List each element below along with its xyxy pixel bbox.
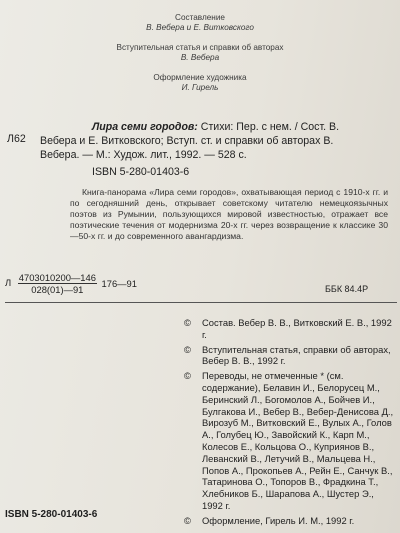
price-numerator: 4703010200—146 <box>18 272 96 283</box>
annotation-paragraph: Книга-панорама «Лира семи городов», охватывающая период с 1910-х гг. и по сегодняшний день, открывает советскому читателю немецкоязычных поэтов из Румынии, пользующихся мировой известностью, отражает все поэтические течения от модернизма 20-х гг. через возвращение к классике 30—50-х гг. и до современного авангардизма. <box>70 187 388 241</box>
credit-compilers <box>0 13 400 33</box>
isbn-record: ISBN 5-280-01403-6 <box>92 166 190 178</box>
credit-role: Составление <box>175 13 225 22</box>
price-denominator: 028(01)—91 <box>31 284 84 295</box>
copyright-text: Переводы, не отмеченные * (см. содержание), Белавин И., Белорусец М., Беринский Л., Богомолов А., Бойчев И., Булгакова И., Вебер В., Вебер-Денисова Д., Вирозуб М., Витковский Е., Вулых А., Голов А., Голубец Ю., Завойский К., Карп М., Колесов Е., Кольцова О., Куприянов В., Леванский В., Летучий В., Мальцева Н., Попов А., Прокопьев А., Рейн Е., Санчук В., Татаринова О., Топоров В., Фрадкина Т., Хлебников Б., Шарапова А., Шустер Э., 1992 г. <box>202 370 394 511</box>
book-title: Лира семи городов: <box>92 121 198 133</box>
copyright-text: Оформление, Гирель И. М., 1992 г. <box>202 514 355 526</box>
copyright-text: Вступительная статья, справки об авторах, Вебер В. В., 1992 г. <box>202 343 391 367</box>
price-fraction <box>18 272 97 295</box>
credit-introduction <box>0 43 400 63</box>
credit-design <box>0 73 400 93</box>
copyright-item <box>184 515 394 527</box>
copyright-item <box>184 344 394 368</box>
record-body: Стихи: Пер. с нем. / Сост. В. Вебера и Е. Витковского; Вступ. ст. и справки об авторах В. Вебера. — М.: Худож. лит., 1992. — 528 с. <box>40 121 340 161</box>
price-suffix: 176—91 <box>101 278 137 289</box>
copyright-item <box>184 317 394 341</box>
price-code <box>5 272 137 295</box>
copyright-icon: © <box>184 317 191 328</box>
credit-name: И. Гирель <box>181 83 219 92</box>
copyright-list <box>184 317 394 530</box>
credit-name: В. Вебера <box>180 53 220 62</box>
isbn-bottom: ISBN 5-280-01403-6 <box>5 509 98 520</box>
bbk-code: ББК 84.4Р <box>325 284 369 294</box>
copyright-item <box>184 370 394 512</box>
bibliographic-record <box>40 120 370 162</box>
credit-name: В. Вебера и Е. Витковского <box>146 23 254 32</box>
credit-role: Вступительная статья и справки об авторах <box>116 43 284 52</box>
credit-role: Оформление художника <box>153 73 247 82</box>
copyright-icon: © <box>184 370 191 382</box>
divider <box>5 302 397 303</box>
copyright-icon: © <box>184 343 191 355</box>
price-letter: Л <box>5 276 12 288</box>
copyright-text: Состав. Вебер В. В., Витковский Е. В., 1992 г. <box>202 317 392 340</box>
copyright-icon: © <box>184 514 191 526</box>
catalog-number: Л62 <box>7 133 26 145</box>
